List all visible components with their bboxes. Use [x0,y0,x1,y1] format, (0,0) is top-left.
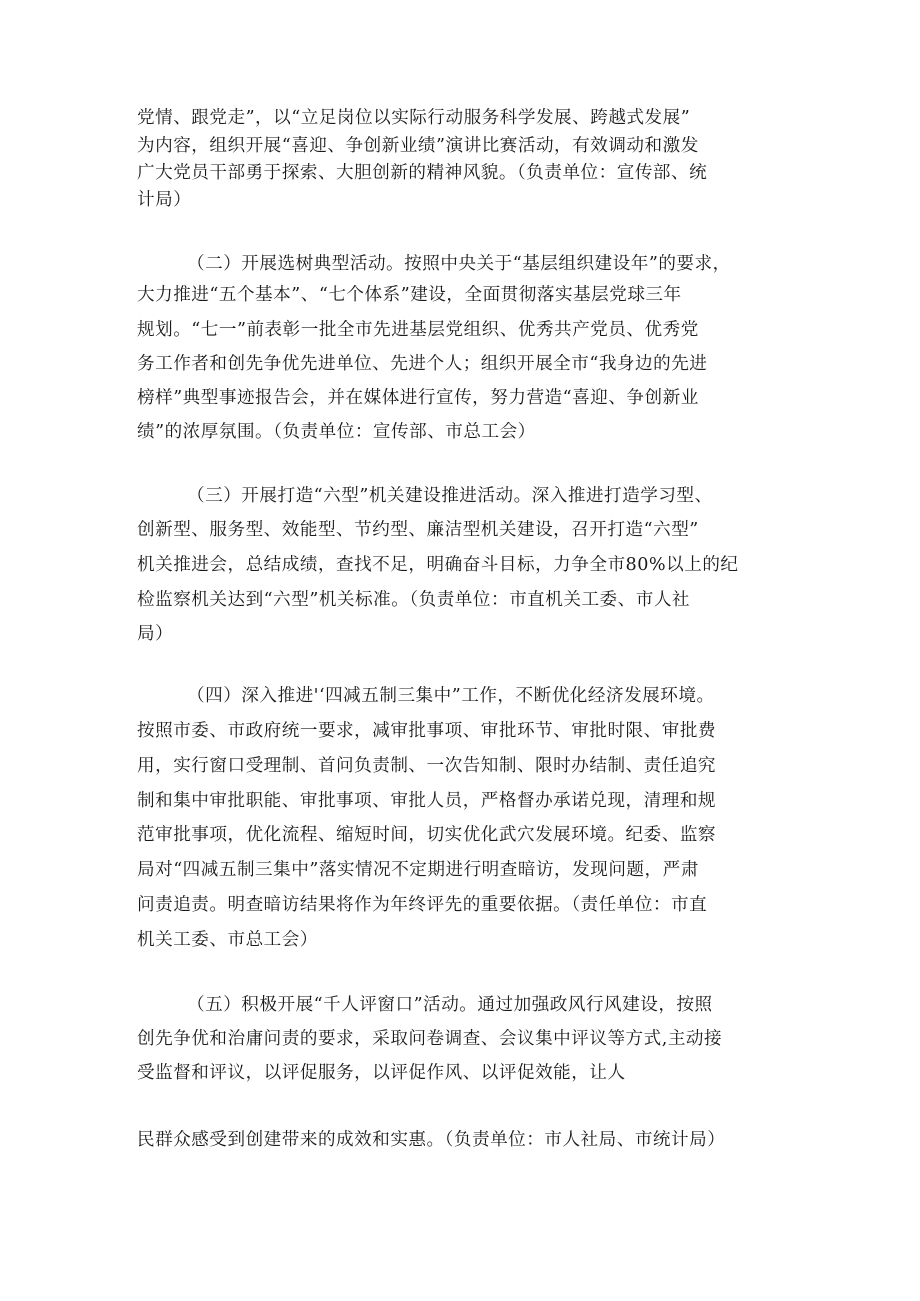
text-line: 按照市委、市政府统一要求，减审批事项、审批环节、审批时限、审批费 [137,721,717,741]
text-line: 受监督和评议，以评促服务，以评促作风、以评促效能，让人 [137,1063,626,1083]
text-line: 创新型、服务型、效能型、节约型、廉洁型机关建设，召开打造“六型” [137,520,699,540]
text-line: 计局） [137,190,192,210]
text-line: 局） [137,624,174,644]
text-line: 民群众感受到创建带来的成效和实惠。（负责单位：市人社局、市统计局） [137,1130,726,1150]
paragraph-heading-line: （三）开展打造“六型”机关建设推进活动。深入推进打造学习型、 [187,486,713,506]
text-line: 范审批事项，优化流程、缩短时间，切实优化武穴发展环境。纪委、监察 [137,825,717,845]
text-line: 务工作者和创先争优先进单位、先进个人；组织开展全市“我身边的先进 [137,354,708,374]
paragraph-heading-line: （五）积极开展“千人评窗口”活动。通过加强政风行风建设，按照 [187,995,713,1015]
text-line: 榜样”典型事迹报告会，并在媒体进行宣传，努力营造“喜迎、争创新业 [137,388,699,408]
text-line: 广大党员干部勇于探索、大胆创新的精神风貌。（负责单位：宣传部、统 [137,163,708,183]
text-line: 局对“四减五制三集中”落实情况不定期进行明查暗访，发现问题，严肃 [137,860,699,880]
paragraph-heading-line: （二）开展选树典型活动。按照中央关于“基层组织建设年”的要求， [187,254,731,274]
text-line: 机关推进会，总结成绩，查找不足，明确奋斗目标，力争全市80%以上的纪 [137,555,739,575]
text-line: 党情、跟党走”，以“立足岗位以实际行动服务科学发展、跨越式发展” [137,108,691,128]
text-line: 绩”的浓厚氛围。（负责单位：宣传部、市总工会） [137,422,536,442]
text-line: 用，实行窗口受理制、首问负责制、一次告知制、限时办结制、责任追究 [137,756,717,776]
text-line: 为内容，组织开展“喜迎、争创新业绩”演讲比赛活动，有效调动和激发 [137,136,699,156]
text-line: 规划。“七一”前表彰一批全市先进基层党组织、优秀共产党员、优秀党 [137,320,699,340]
text-line: 创先争优和治庸问责的要求，采取问卷调查、会议集中评议等方式,主动接 [137,1029,723,1049]
text-line: 机关工委、市总工会） [137,930,318,950]
paragraph-heading-line: （四）深入推进'‘四减五制三集中”工作，不断优化经济发展环境。 [187,686,715,706]
text-line: 问责追责。明查暗访结果将作为年终评先的重要依据。（责任单位：市直 [137,895,708,915]
text-line: 大力推进“五个基本”、“七个体系”建设，全面贯彻落实基层党球三年 [137,285,682,305]
text-line: 检监察机关达到“六型”机关标准。（负责单位：市直机关工委、市人社 [137,590,691,610]
text-line: 制和集中审批职能、审批事项、审批人员，严格督办承诺兑现，清理和规 [137,791,717,811]
